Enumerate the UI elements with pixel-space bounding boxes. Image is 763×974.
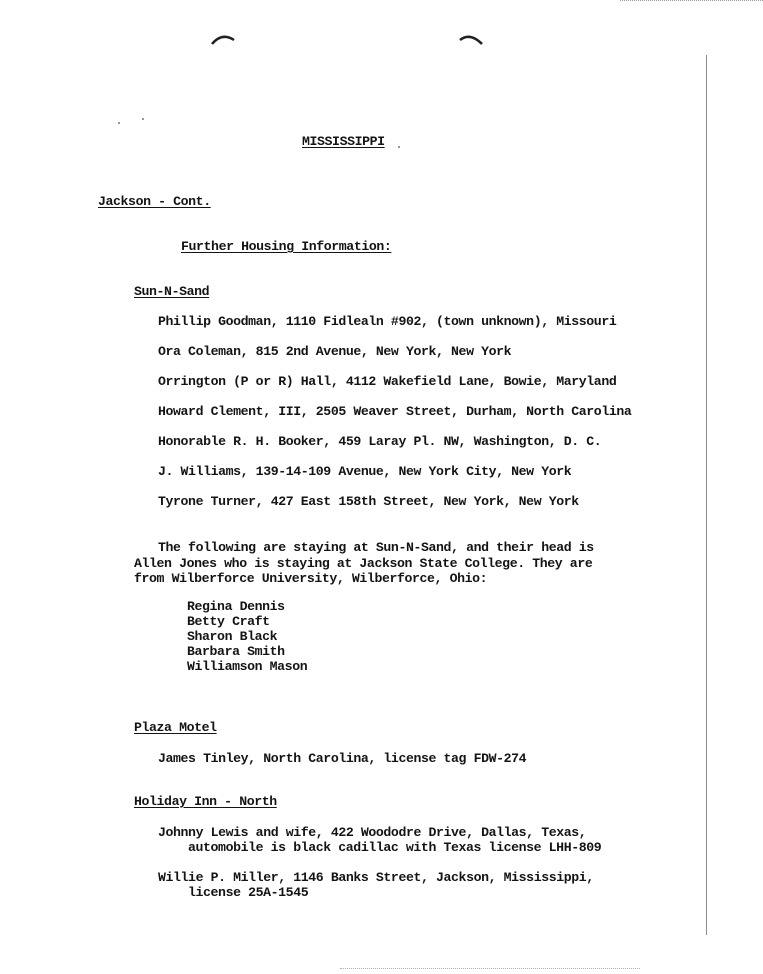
guest-entry: Howard Clement, III, 2505 Weaver Street, Durham, North Carolina — [158, 404, 632, 419]
group-member: Regina Dennis — [187, 599, 285, 614]
scan-dotted-edge-bottom — [340, 968, 640, 970]
city-heading: Jackson - Cont. — [98, 194, 211, 209]
guest-entry: James Tinley, North Carolina, license tag FDW-274 — [158, 751, 527, 766]
group-note-paragraph — [134, 540, 614, 587]
scan-dotted-edge-top — [620, 0, 763, 3]
guest-entry-line: Willie P. Miller, 1146 Banks Street, Jackson, Mississippi, — [158, 870, 594, 885]
section-heading: Further Housing Information: — [181, 239, 392, 254]
note-line: Allen Jones who is staying at Jackson State College. They are — [134, 555, 593, 571]
hotel-heading-holiday-inn-north: Holiday Inn - North — [134, 794, 277, 809]
hotel-heading-sun-n-sand: Sun-N-Sand — [134, 284, 210, 299]
scan-page-edge-line — [706, 55, 707, 935]
note-line: from Wilberforce University, Wilberforce, Ohio: — [134, 571, 488, 586]
state-title: MISSISSIPPI — [302, 134, 385, 149]
guest-entry-line: automobile is black cadillac with Texas license LHH-809 — [188, 840, 602, 855]
punch-hole-left-icon — [210, 32, 236, 46]
guest-entry: Honorable R. H. Booker, 459 Laray Pl. NW, Washington, D. C. — [158, 434, 602, 449]
note-line: The following are staying at Sun-N-Sand, and their head is — [158, 540, 594, 555]
scan-speck — [398, 146, 400, 148]
scan-speck — [118, 122, 120, 124]
scan-speck — [142, 118, 144, 120]
guest-entry: Phillip Goodman, 1110 Fidlealn #902, (town unknown), Missouri — [158, 314, 617, 329]
guest-entry-line: Johnny Lewis and wife, 422 Woododre Drive, Dallas, Texas, — [158, 825, 587, 840]
guest-entry: Orrington (P or R) Hall, 4112 Wakefield Lane, Bowie, Maryland — [158, 374, 617, 389]
group-member-list — [187, 599, 307, 674]
group-member: Williamson Mason — [187, 659, 308, 674]
hotel-heading-plaza-motel: Plaza Motel — [134, 720, 217, 735]
guest-entry: Ora Coleman, 815 2nd Avenue, New York, New York — [158, 344, 512, 359]
group-member: Barbara Smith — [187, 644, 285, 659]
group-member: Betty Craft — [187, 614, 270, 629]
guest-entry: J. Williams, 139-14-109 Avenue, New York City, New York — [158, 464, 572, 479]
group-member: Sharon Black — [187, 629, 278, 644]
guest-entry: Tyrone Turner, 427 East 158th Street, New York, New York — [158, 494, 579, 509]
guest-entry-line: license 25A-1545 — [188, 885, 309, 900]
punch-hole-right-icon — [458, 32, 484, 46]
